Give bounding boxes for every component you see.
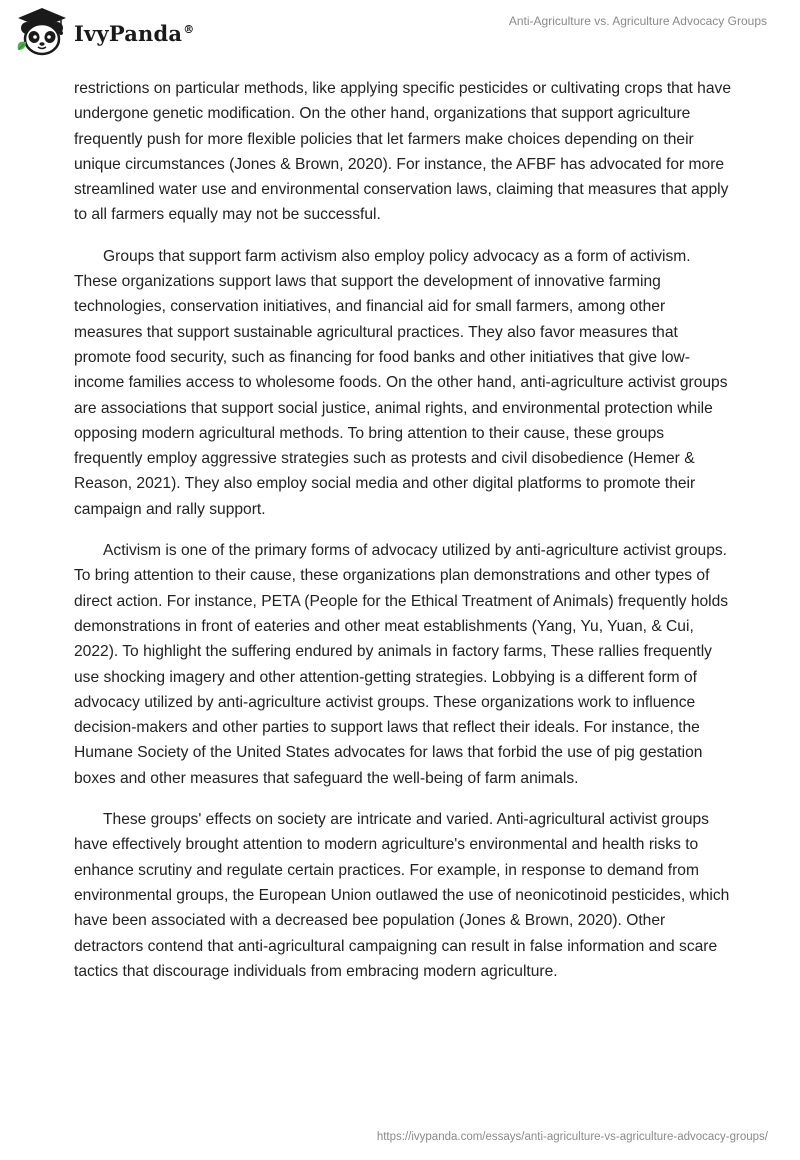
page-header <box>0 0 800 70</box>
document-title: Anti-Agriculture vs. Agriculture Advocacy Groups <box>508 14 767 28</box>
paragraph: Activism is one of the primary forms of advocacy utilized by anti-agriculture activist groups. To bring attention to their cause, these organizations plan demonstrations and other types of direct action. For instance, PETA (People for the Ethical Treatment of Animals) frequently holds demonstrations in front of eateries and other meat establishments (Yang, Yu, Yuan, & Cui, 2022). To highlight the suffering endured by animals in factory farms, These rallies frequently use shocking imagery and other attention-getting strategies. Lobbying is a different form of advocacy utilized by anti-agriculture activist groups. These organizations work to influence decision-makers and other parties to support laws that reflect their ideals. For instance, the Humane Society of the United States advocates for laws that forbid the use of pig gestation boxes and other measures that safeguard the well-being of farm animals. <box>74 542 729 787</box>
registered-mark: ® <box>183 22 195 36</box>
essay-body <box>74 76 734 1000</box>
paragraph-continuation: restrictions on particular methods, like applying specific pesticides or cultivating crops that have undergone genetic modification. On the other hand, organizations that support agriculture frequently push for more flexible policies that let farmers make choices depending on their unique circumstances (Jones & Brown, 2020). For instance, the AFBF has advocated for more streamlined water use and environmental conservation laws, claiming that measures that apply to all farmers equally may not be successful. <box>74 80 731 224</box>
source-url-link[interactable]: https://ivypanda.com/essays/anti-agriculture-vs-agriculture-advocacy-groups/ <box>376 1131 768 1143</box>
brand-name: IvyPanda® <box>74 20 195 46</box>
ivypanda-logo[interactable] <box>14 6 194 58</box>
panda-graduate-icon <box>14 6 70 58</box>
paragraph: Groups that support farm activism also employ policy advocacy as a form of activism. These organizations support laws that support the development of innovative farming technologies, conservation initiatives, and financial aid for small farmers, among other measures that support sustainable agricultural practices. They also favor measures that promote food security, such as financing for food banks and other initiatives that give low-income families access to wholesome foods. On the other hand, anti-agriculture activist groups are associations that support social justice, animal rights, and environmental protection while opposing modern agricultural methods. To bring attention to their cause, these groups frequently employ aggressive strategies such as protests and civil disobedience (Hemer & Reason, 2021). They also employ social media and other digital platforms to promote their campaign and rally support. <box>74 247 728 518</box>
paragraph: These groups' effects on society are intricate and varied. Anti-agricultural activist groups have effectively brought attention to modern agriculture's environmental and health risks to enhance scrutiny and regulate certain practices. For example, in response to demand from environmental groups, the European Union outlawed the use of neonicotinoid pesticides, which have been associated with a decreased bee population (Jones & Brown, 2020). Other detractors contend that anti-agricultural campaigning can result in false information and scare tactics that discourage individuals from embracing modern agriculture. <box>74 811 730 980</box>
